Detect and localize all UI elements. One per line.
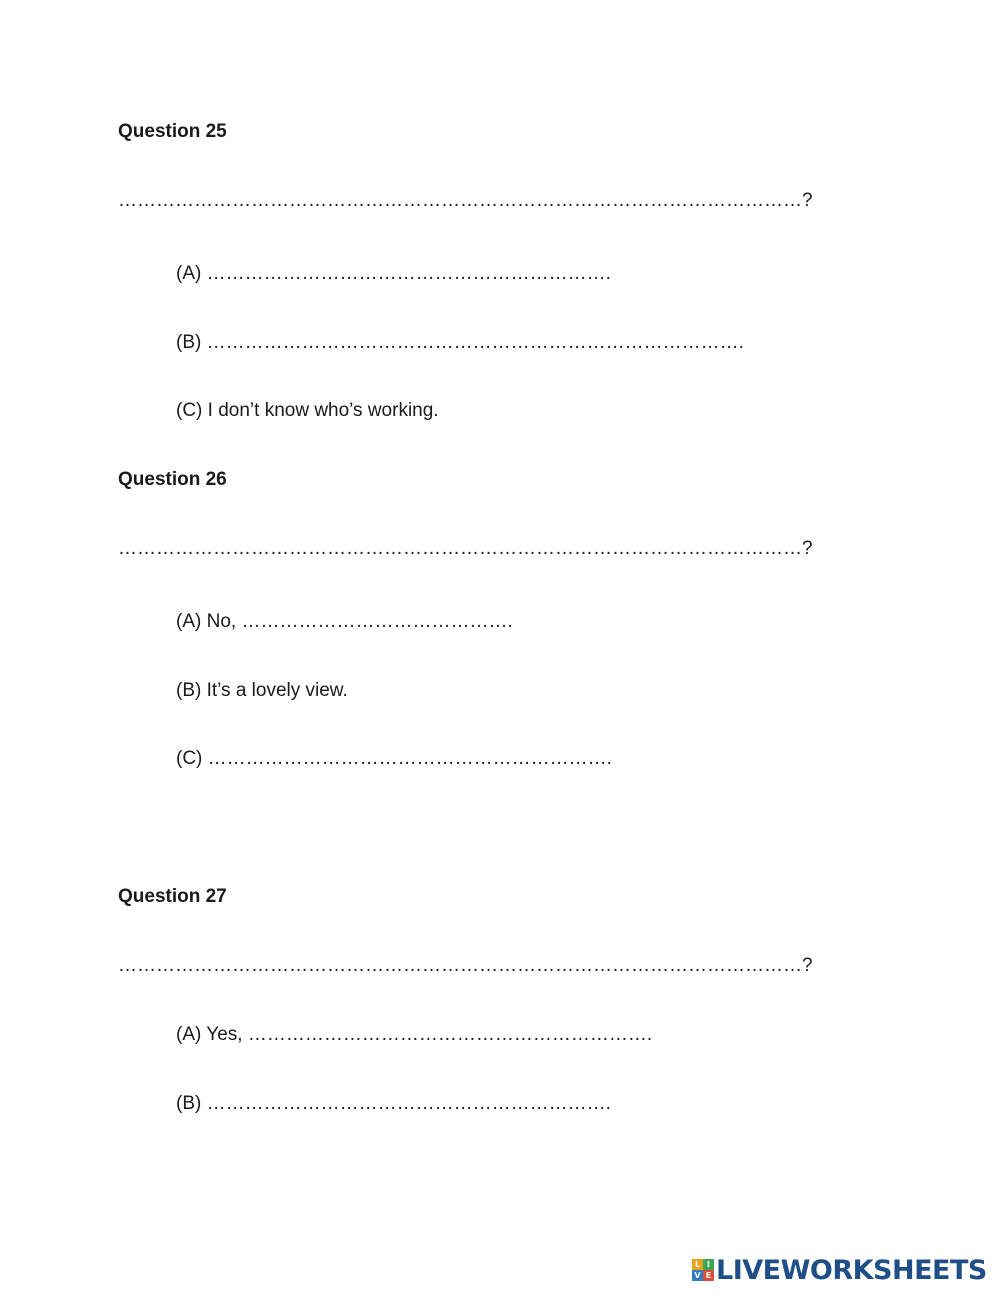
liveworksheets-logo-icon — [692, 1259, 714, 1281]
question-25-stem: ………………………………………………………………………………………………? — [118, 190, 813, 211]
brand-name: LIVEWORKSHEETS — [716, 1254, 987, 1286]
question-26-option-a: (A) No, ……………………………………. — [176, 611, 513, 632]
question-25-option-c: (C) I don’t know who’s working. — [176, 400, 439, 421]
logo-letter-v: V — [692, 1270, 703, 1281]
question-26-stem: ………………………………………………………………………………………………? — [118, 538, 813, 559]
logo-letter-e: E — [703, 1270, 714, 1281]
logo-letter-i: I — [703, 1259, 714, 1270]
question-25-title: Question 25 — [118, 121, 227, 142]
question-27-option-a: (A) Yes, ………………………………………………………. — [176, 1024, 653, 1045]
logo-letter-l: L — [692, 1259, 703, 1270]
liveworksheets-watermark — [692, 1253, 987, 1287]
question-25-option-b: (B) …………………………………………………………………………. — [176, 332, 744, 353]
question-26-option-b: (B) It’s a lovely view. — [176, 680, 348, 701]
question-27-stem: ………………………………………………………………………………………………? — [118, 955, 813, 976]
question-27-option-b: (B) ………………………………………………………. — [176, 1093, 611, 1114]
question-27-title: Question 27 — [118, 886, 227, 907]
question-25-option-a: (A) ………………………………………………………. — [176, 263, 611, 284]
question-26-option-c: (C) ………………………………………………………. — [176, 748, 612, 769]
question-26-title: Question 26 — [118, 469, 227, 490]
